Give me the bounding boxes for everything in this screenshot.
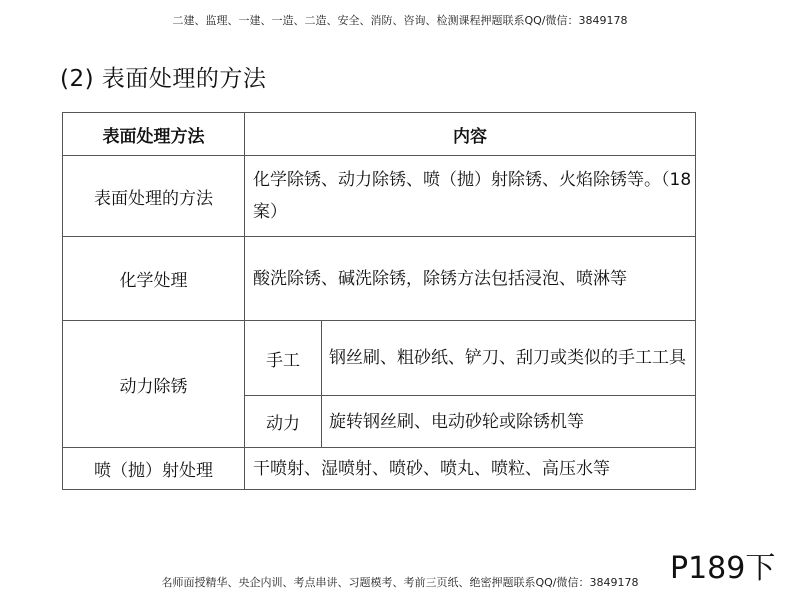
header-content: 内容 — [245, 113, 696, 156]
surface-treatment-table — [62, 112, 696, 490]
section-title: (2) 表面处理的方法 — [60, 66, 267, 92]
row-content: 化学除锈、动力除锈、喷（抛）射除锈、火焰除锈等。（18案） — [245, 156, 696, 237]
row-content: 酸洗除锈、碱洗除锈，除锈方法包括浸泡、喷淋等 — [245, 237, 696, 321]
row-subtype: 动力 — [245, 396, 322, 448]
table-row — [63, 321, 696, 396]
row-subtype: 手工 — [245, 321, 322, 396]
row-content: 干喷射、湿喷射、喷砂、喷丸、喷粒、高压水等 — [245, 448, 696, 490]
bottom-banner: 名师面授精华、央企内训、考点串讲、习题模考、考前三页纸、绝密押题联系QQ/微信：3849178 — [161, 576, 639, 589]
row-method: 表面处理的方法 — [63, 156, 245, 237]
row-method: 动力除锈 — [63, 321, 245, 448]
row-subcontent: 钢丝刷、粗砂纸、铲刀、刮刀或类似的手工工具 — [322, 321, 696, 396]
table-header-row — [63, 113, 696, 156]
row-method: 喷（抛）射处理 — [63, 448, 245, 490]
table-row — [63, 237, 696, 321]
page-marker: P189下 — [670, 551, 776, 586]
table-row — [63, 448, 696, 490]
top-banner: 二建、监理、一建、一造、二造、安全、消防、咨询、检测课程押题联系QQ/微信：3849178 — [172, 14, 628, 27]
table-row — [63, 156, 696, 237]
row-subcontent: 旋转钢丝刷、电动砂轮或除锈机等 — [322, 396, 696, 448]
row-method: 化学处理 — [63, 237, 245, 321]
header-method: 表面处理方法 — [63, 113, 245, 156]
